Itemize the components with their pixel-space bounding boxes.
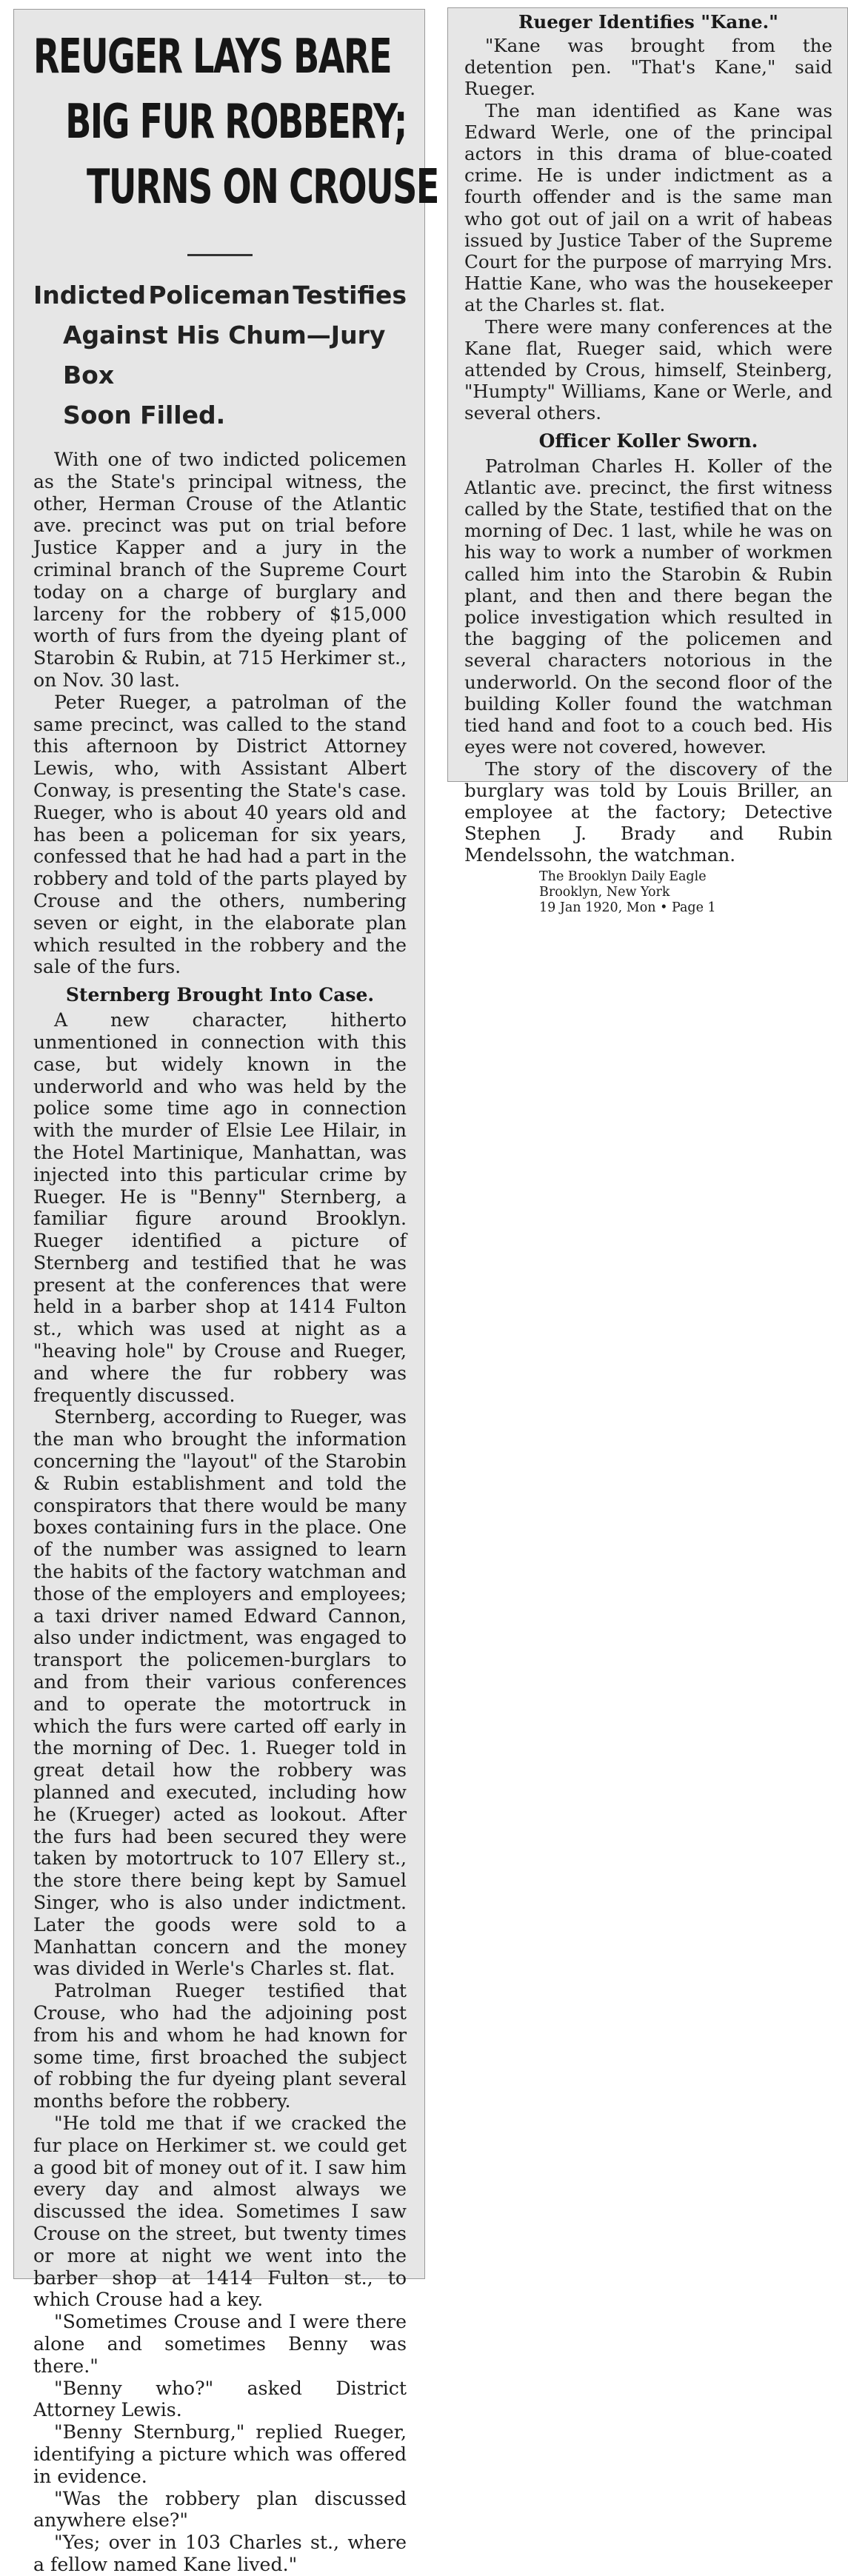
paragraph: "Sometimes Crouse and I were there alone and sometimes Benny was there." xyxy=(33,2311,407,2377)
deck-word-2: Policeman xyxy=(148,281,290,310)
paragraph: "He told me that if we cracked the fur place on Herkimer st. we could get a good bit of money out of it. I saw him every day and almost always we discussed the idea. Sometimes I saw Crouse on the street, but twenty times or more at night we went into the barber shop at 1414 Fulton st., to which Crouse had a key. xyxy=(33,2112,407,2311)
paragraph: Peter Rueger, a patrolman of the same precinct, was called to the stand this afternoon by District Attorney Lewis, who, with Assistant Albert Conway, is presenting the State's case. Rueger, who is about 40 years old and has been a policeman for six years, confessed that he had had a part in the robbery and told of the parts played by Crouse and the others, numbering seven or eight, in the elaborate plan which resulted in the robbery and the sale of the furs. xyxy=(33,691,407,978)
paragraph: Patrolman Charles H. Koller of the Atlantic ave. precinct, the first witness called by the State, testified that on the morning of Dec. 1 last, while he was on his way to work a number of workmen called him into the Starobin & Rubin plant, and then and there began the police investigation which resulted in the bagging of the policemen and several characters notorious in the underworld. On the second floor of the building Koller found the watchman tied hand and foot to a couch bed. His eyes were not covered, however. xyxy=(464,455,832,758)
paragraph: A new character, hitherto unmentioned in connection with this case, but widely known in the underworld and who was held by the police some time ago in connection with the murder of Elsie Lee Hilair, in the Hotel Martinique, Manhattan, was injected into this particular crime by Rueger. He is "Benny" Sternberg, a familiar figure around Brooklyn. Rueger identified a picture of Sternberg and testified that he was present at the conferences that were held in a barber shop at 1414 Fulton st., which was used at night as a "heaving hole" by Crouse and Rueger, and where the fur robbery was frequently discussed. xyxy=(33,1009,407,1406)
deck-line-1 xyxy=(33,275,407,315)
citation-separator: • xyxy=(660,900,668,915)
paragraph: "Kane was brought from the detention pen. "That's Kane," said Rueger. xyxy=(464,35,832,100)
paragraph: The story of the discovery of the burglary was told by Louis Briller, an employee at the factory; Detective Stephen J. Brady and Rubin Mendelssohn, the watchman. xyxy=(464,757,832,866)
paragraph: There were many conferences at the Kane flat, Rueger said, which were attended by Crous, himself, Steinberg, "Humpty" Williams, Kane or Werle, and several others. xyxy=(464,315,832,424)
deck-word-1: Indicted xyxy=(33,281,147,310)
paragraph: "Yes; over in 103 Charles st., where a fellow named Kane lived." xyxy=(33,2532,407,2575)
deck-word-3: Testifies xyxy=(293,281,407,310)
paragraph: "Benny who?" asked District Attorney Lewis. xyxy=(33,2377,407,2421)
citation-location: Brooklyn, New York xyxy=(539,885,670,900)
headline-line-1: REUGER LAYS BARE xyxy=(33,30,392,84)
paragraph: With one of two indicted policemen as the State's principal witness, the other, Herman Crouse of the Atlantic ave. precinct was put on trial before Justice Kapper and a jury in the criminal branch of the Supreme Court today on a charge of burglary and larceny for the robbery of $15,000 worth of furs from the dyeing plant of Starobin & Rubin, at 715 Herkimer st., on Nov. 30 last. xyxy=(33,449,407,691)
deck xyxy=(33,275,407,435)
paragraph: Sternberg, according to Rueger, was the man who brought the information concerning the "layout" of the Starobin & Rubin establishment and told the conspirators that there would be many boxes containing furs in the place. One of the number was assigned to learn the habits of the factory watchman and those of the employers and employees; a taxi driver named Edward Cannon, also under indictment, was engaged to transport the policemen-burglars to and from their various conferences and to operate the motortruck in which the furs were carted off early in the morning of Dec. 1. Rueger told in great detail how the robbery was planned and executed, including how he (Krueger) acted as lookout. After the furs had been secured they were taken by motortruck to 107 Ellery st., the store there being kept by Samuel Singer, who is also under indictment. Later the goods were sold to a Manhattan concern and the money was divided in Werle's Charles st. flat. xyxy=(33,1406,407,1980)
subhead-kane: Rueger Identifies "Kane." xyxy=(518,11,778,33)
headline-line-3: TURNS ON CROUSE xyxy=(87,160,438,215)
citation-date: 19 Jan 1920, Mon xyxy=(539,900,656,915)
paragraph: "Benny Sternburg," replied Rueger, identifying a picture which was offered in evidence. xyxy=(33,2421,407,2487)
citation-page: Page 1 xyxy=(671,900,716,915)
source-citation xyxy=(539,869,716,916)
paragraph: Patrolman Rueger testified that Crouse, who had the adjoining post from his and whom he had known for some time, first broached the subject of robbing the fur dyeing plant several months before the robbery. xyxy=(33,1980,407,2112)
deck-line-2: Against His Chum—Jury Box xyxy=(63,321,386,389)
headline-divider xyxy=(187,254,253,256)
headline xyxy=(33,24,438,220)
article-clipping-right xyxy=(447,7,848,866)
subhead-koller: Officer Koller Sworn. xyxy=(538,429,758,452)
subhead-sternberg: Sternberg Brought Into Case. xyxy=(65,984,375,1006)
deck-line-3: Soon Filled. xyxy=(63,401,226,429)
citation-publication: The Brooklyn Daily Eagle xyxy=(539,869,707,884)
headline-line-2: BIG FUR ROBBERY; xyxy=(65,95,407,150)
citation-date-line xyxy=(539,900,716,916)
paragraph: The man identified as Kane was Edward Werle, one of the principal actors in this drama of blue-coated crime. He is under indictment as a fourth offender and is the same man who got out of jail on a writ of habeas issued by Justice Taber of the Supreme Court for the purpose of marrying Mrs. Hattie Kane, who was the housekeeper at the Charles st. flat. xyxy=(464,99,832,316)
article-clipping-left xyxy=(13,9,438,2575)
paragraph: "Was the robbery plan discussed anywhere else?" xyxy=(33,2487,407,2532)
